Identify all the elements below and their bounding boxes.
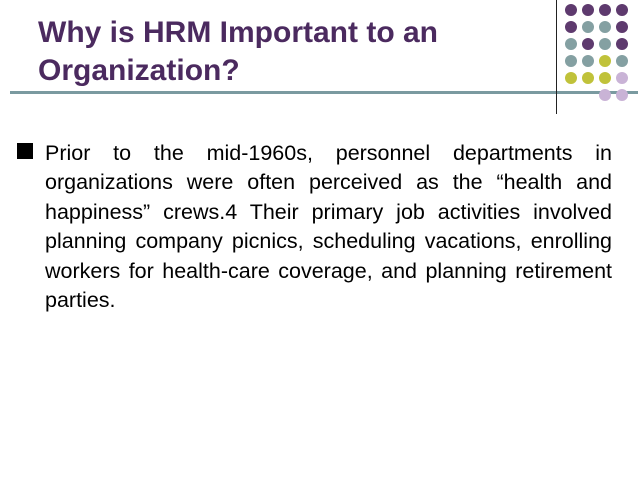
decorative-dot [616, 4, 628, 16]
decorative-dot [565, 21, 577, 33]
decorative-dot [599, 89, 611, 101]
decorative-dot [616, 38, 628, 50]
slide-title-line-2: Organization? [38, 54, 240, 87]
decorative-dot [565, 4, 577, 16]
decorative-dot [616, 21, 628, 33]
decorative-dot [599, 72, 611, 84]
decorative-dot [582, 38, 594, 50]
decorative-dot [599, 4, 611, 16]
decorative-dot [616, 55, 628, 67]
decorative-dot [599, 55, 611, 67]
decorative-dot [582, 21, 594, 33]
decorative-dot [565, 38, 577, 50]
decorative-dot [582, 55, 594, 67]
title-underline-rule [10, 91, 638, 94]
bullet-body-text: Prior to the mid-1960s, personnel departments in organizations were often perceived as the “health and happiness” crews.4 Their primary job activities involved planning company picnics, scheduling vacations, enrolling workers for health-care coverage, and planning retirement parties. [45, 141, 612, 313]
decorative-dot-grid [565, 4, 638, 104]
slide-title-line-1: Why is HRM Important to an [38, 16, 438, 49]
decorative-dot [582, 4, 594, 16]
decorative-dot [616, 72, 628, 84]
decorative-dot [599, 38, 611, 50]
decorative-dot [599, 21, 611, 33]
slide-title [38, 14, 538, 90]
decorative-dot [565, 55, 577, 67]
square-bullet-icon [16, 142, 34, 160]
decorative-dot [616, 89, 628, 101]
decorative-vertical-line [556, 0, 557, 114]
decorative-dot [582, 72, 594, 84]
decorative-dot [565, 72, 577, 84]
